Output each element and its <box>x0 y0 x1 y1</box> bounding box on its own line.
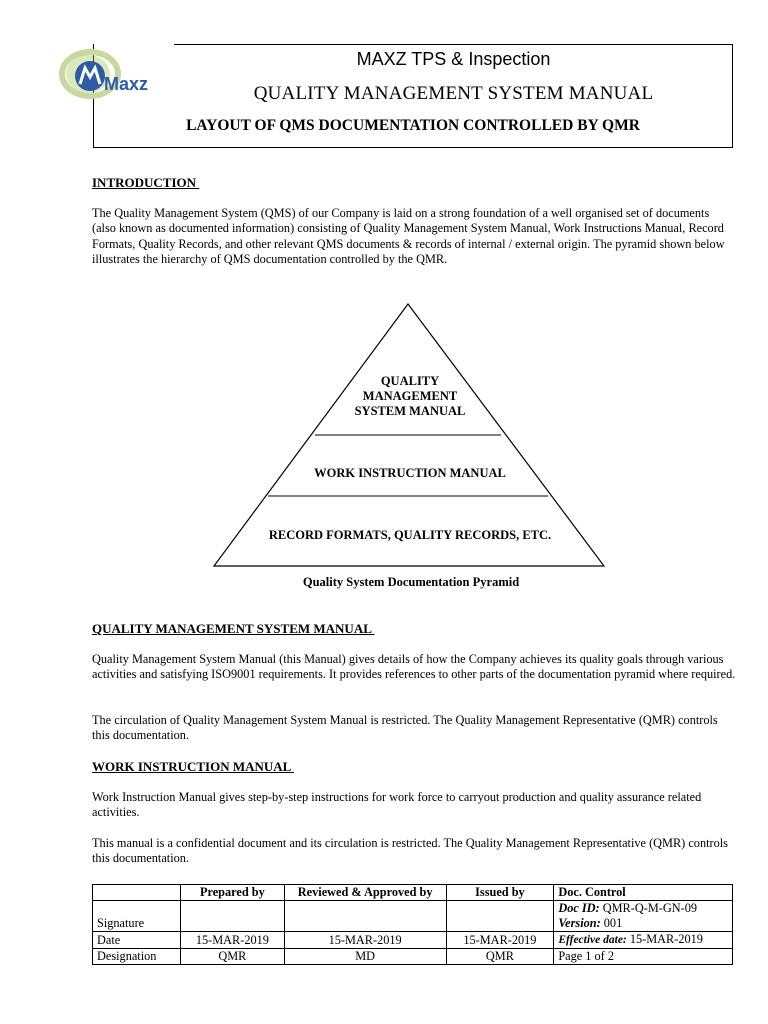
date-prepared: 15-MAR-2019 <box>180 932 284 949</box>
tier1-line3: SYSTEM MANUAL <box>354 404 466 418</box>
layout-title: LAYOUT OF QMS DOCUMENTATION CONTROLLED BY QMR <box>186 117 640 134</box>
designation-reviewed: MD <box>284 949 446 965</box>
designation-prepared: QMR <box>180 949 284 965</box>
qms-manual-para1: Quality Management System Manual (this Manual) gives details of how the Company achieves its quality goals through various activities and satisfying ISO9001 requirements. It provides references to other parts of the documentation pyramid where required. <box>92 652 736 682</box>
qms-manual-para2: The circulation of Quality Management System Manual is restricted. The Quality Management Representative (QMR) controls this documentation. <box>92 713 718 743</box>
work-instruction-para1: Work Instruction Manual gives step-by-step instructions for work force to carryout production and quality assurance related activities. <box>92 790 702 820</box>
table-header-cell <box>93 885 181 901</box>
table-row-date <box>93 932 733 949</box>
table-header-issued: Issued by <box>446 885 554 901</box>
doc-id-value: QMR-Q-M-GN-09 <box>602 901 698 915</box>
table-header-reviewed: Reviewed & Approved by <box>284 885 446 901</box>
tier1-line1: QUALITY <box>380 374 440 388</box>
qms-manual-heading: QUALITY MANAGEMENT SYSTEM MANUAL <box>92 621 375 636</box>
date-reviewed: 15-MAR-2019 <box>284 932 446 949</box>
designation-issued: QMR <box>446 949 554 965</box>
work-instruction-heading: WORK INSTRUCTION MANUAL <box>92 759 294 774</box>
signature-label: Signature <box>93 901 181 932</box>
work-instruction-para2: This manual is a confidential document and its circulation is restricted. The Quality Management Representative (QMR) controls this documentation. <box>92 836 728 866</box>
manual-title: QUALITY MANAGEMENT SYSTEM MANUAL <box>253 83 654 104</box>
pyramid-tier-qms-manual <box>330 374 490 419</box>
introduction-heading: INTRODUCTION <box>92 175 200 190</box>
document-control-table <box>92 884 733 965</box>
designation-label: Designation <box>93 949 181 965</box>
doc-id-label: Doc ID: <box>558 901 600 915</box>
effective-date-value: 15-MAR-2019 <box>629 932 703 946</box>
version-value: 001 <box>603 916 623 930</box>
logo-text: Maxz <box>104 74 149 94</box>
doc-id-version-cell <box>554 901 733 932</box>
company-name: MAXZ TPS & Inspection <box>356 49 551 69</box>
date-label: Date <box>93 932 181 949</box>
table-header-doc-control: Doc. Control <box>554 885 733 901</box>
page-number: Page 1 of 2 <box>554 949 733 965</box>
pyramid-tier-records: RECORD FORMATS, QUALITY RECORDS, ETC. <box>268 528 552 542</box>
signature-prepared <box>180 901 284 932</box>
effective-date-label: Effective date: <box>558 934 627 946</box>
introduction-text: The Quality Management System (QMS) of our Company is laid on a strong foundation of a well organised set of documents (also known as documented information) consisting of Quality Management System Manual, Work Instructions Manual, Record Formats, Quality Records, and other relevant QMS documents & records of internal / external origin. The pyramid shown below illustrates the hierarchy of QMS documentation controlled by the QMR. <box>92 206 725 266</box>
date-issued: 15-MAR-2019 <box>446 932 554 949</box>
version-label: Version: <box>558 916 601 930</box>
effective-date-cell <box>554 932 733 949</box>
table-header-prepared: Prepared by <box>180 885 284 901</box>
signature-reviewed <box>284 901 446 932</box>
maxz-logo <box>58 44 170 102</box>
table-row-designation <box>93 949 733 965</box>
pyramid-tier-work-instruction: WORK INSTRUCTION MANUAL <box>314 466 506 480</box>
table-row-signature <box>93 901 733 932</box>
signature-issued <box>446 901 554 932</box>
table-header-row <box>93 885 733 901</box>
pyramid-outline <box>214 304 604 566</box>
tier1-line2: MANAGEMENT <box>362 389 458 403</box>
pyramid-caption: Quality System Documentation Pyramid <box>302 575 520 589</box>
